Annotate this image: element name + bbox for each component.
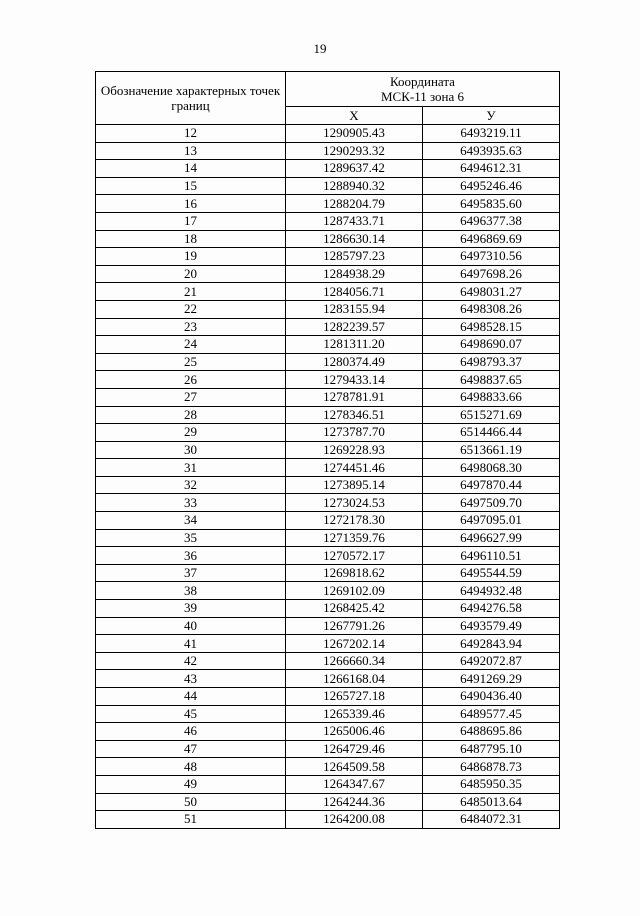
y-coordinate-cell: 6498793.37 [423, 353, 560, 371]
y-coordinate-cell: 6485950.35 [423, 775, 560, 793]
point-id-cell: 35 [96, 529, 286, 547]
point-id-cell: 29 [96, 424, 286, 442]
point-id-cell: 49 [96, 775, 286, 793]
y-coordinate-cell: 6515271.69 [423, 406, 560, 424]
point-id-cell: 24 [96, 336, 286, 354]
y-coordinate-cell: 6497870.44 [423, 476, 560, 494]
table-row [96, 441, 560, 459]
table-row [96, 265, 560, 283]
table-row [96, 723, 560, 741]
table-row [96, 300, 560, 318]
point-id-cell: 28 [96, 406, 286, 424]
y-coordinate-cell: 6491269.29 [423, 670, 560, 688]
y-coordinate-cell: 6493579.49 [423, 617, 560, 635]
x-coordinate-cell: 1273024.53 [286, 494, 423, 512]
x-coordinate-cell: 1269102.09 [286, 582, 423, 600]
x-coordinate-cell: 1265339.46 [286, 705, 423, 723]
point-id-cell: 14 [96, 160, 286, 178]
y-coordinate-cell: 6489577.45 [423, 705, 560, 723]
point-id-cell: 30 [96, 441, 286, 459]
table-row [96, 283, 560, 301]
y-coordinate-cell: 6492843.94 [423, 635, 560, 653]
header-coordinate-title: Координата [390, 74, 455, 90]
x-coordinate-cell: 1267791.26 [286, 617, 423, 635]
y-coordinate-cell: 6495835.60 [423, 195, 560, 213]
coordinates-table [95, 71, 560, 829]
x-coordinate-cell: 1273895.14 [286, 476, 423, 494]
point-id-cell: 21 [96, 283, 286, 301]
table-row [96, 494, 560, 512]
x-coordinate-cell: 1279433.14 [286, 371, 423, 389]
y-coordinate-cell: 6486878.73 [423, 758, 560, 776]
point-id-cell: 41 [96, 635, 286, 653]
header-y: У [423, 107, 560, 125]
x-coordinate-cell: 1265006.46 [286, 723, 423, 741]
x-coordinate-cell: 1290293.32 [286, 142, 423, 160]
y-coordinate-cell: 6495544.59 [423, 564, 560, 582]
y-coordinate-cell: 6498068.30 [423, 459, 560, 477]
x-coordinate-cell: 1282239.57 [286, 318, 423, 336]
table-row [96, 582, 560, 600]
header-x: X [286, 107, 423, 125]
point-id-cell: 16 [96, 195, 286, 213]
table-row [96, 688, 560, 706]
table-row [96, 353, 560, 371]
x-coordinate-cell: 1269818.62 [286, 564, 423, 582]
table-row [96, 670, 560, 688]
point-id-cell: 37 [96, 564, 286, 582]
y-coordinate-cell: 6498690.07 [423, 336, 560, 354]
point-id-cell: 27 [96, 388, 286, 406]
table-row [96, 476, 560, 494]
x-coordinate-cell: 1266660.34 [286, 652, 423, 670]
point-id-cell: 38 [96, 582, 286, 600]
y-coordinate-cell: 6488695.86 [423, 723, 560, 741]
table-row [96, 318, 560, 336]
y-coordinate-cell: 6490436.40 [423, 688, 560, 706]
table-row [96, 775, 560, 793]
table-row [96, 195, 560, 213]
table-row [96, 529, 560, 547]
point-id-cell: 18 [96, 230, 286, 248]
x-coordinate-cell: 1289637.42 [286, 160, 423, 178]
header-points: Обозначение характерных точек границ [96, 72, 286, 125]
point-id-cell: 48 [96, 758, 286, 776]
table-row [96, 459, 560, 477]
table-body [96, 125, 560, 829]
y-coordinate-cell: 6497698.26 [423, 265, 560, 283]
point-id-cell: 39 [96, 600, 286, 618]
y-coordinate-cell: 6497310.56 [423, 248, 560, 266]
point-id-cell: 31 [96, 459, 286, 477]
x-coordinate-cell: 1278346.51 [286, 406, 423, 424]
point-id-cell: 34 [96, 512, 286, 530]
y-coordinate-cell: 6484072.31 [423, 811, 560, 829]
point-id-cell: 15 [96, 177, 286, 195]
table-row [96, 512, 560, 530]
point-id-cell: 25 [96, 353, 286, 371]
table-row [96, 547, 560, 565]
table-row [96, 811, 560, 829]
x-coordinate-cell: 1284938.29 [286, 265, 423, 283]
y-coordinate-cell: 6493935.63 [423, 142, 560, 160]
point-id-cell: 36 [96, 547, 286, 565]
y-coordinate-cell: 6513661.19 [423, 441, 560, 459]
x-coordinate-cell: 1266168.04 [286, 670, 423, 688]
x-coordinate-cell: 1265727.18 [286, 688, 423, 706]
page-number: 19 [313, 41, 327, 56]
y-coordinate-cell: 6514466.44 [423, 424, 560, 442]
table-row [96, 160, 560, 178]
x-coordinate-cell: 1278781.91 [286, 388, 423, 406]
header-coordinate-system: МСК-11 зона 6 [380, 89, 465, 105]
point-id-cell: 51 [96, 811, 286, 829]
table-row [96, 125, 560, 143]
point-id-cell: 43 [96, 670, 286, 688]
y-coordinate-cell: 6498031.27 [423, 283, 560, 301]
table-row [96, 177, 560, 195]
y-coordinate-cell: 6496377.38 [423, 212, 560, 230]
point-id-cell: 45 [96, 705, 286, 723]
point-id-cell: 23 [96, 318, 286, 336]
x-coordinate-cell: 1280374.49 [286, 353, 423, 371]
y-coordinate-cell: 6497095.01 [423, 512, 560, 530]
point-id-cell: 17 [96, 212, 286, 230]
table-row [96, 388, 560, 406]
point-id-cell: 19 [96, 248, 286, 266]
table-row [96, 406, 560, 424]
table-row [96, 142, 560, 160]
y-coordinate-cell: 6496869.69 [423, 230, 560, 248]
x-coordinate-cell: 1270572.17 [286, 547, 423, 565]
x-coordinate-cell: 1271359.76 [286, 529, 423, 547]
y-coordinate-cell: 6497509.70 [423, 494, 560, 512]
point-id-cell: 12 [96, 125, 286, 143]
table-row [96, 230, 560, 248]
x-coordinate-cell: 1287433.71 [286, 212, 423, 230]
y-coordinate-cell: 6498308.26 [423, 300, 560, 318]
table-row [96, 371, 560, 389]
point-id-cell: 44 [96, 688, 286, 706]
table-row [96, 424, 560, 442]
x-coordinate-cell: 1272178.30 [286, 512, 423, 530]
point-id-cell: 40 [96, 617, 286, 635]
point-id-cell: 32 [96, 476, 286, 494]
x-coordinate-cell: 1290905.43 [286, 125, 423, 143]
x-coordinate-cell: 1264729.46 [286, 740, 423, 758]
table-row [96, 652, 560, 670]
x-coordinate-cell: 1267202.14 [286, 635, 423, 653]
point-id-cell: 50 [96, 793, 286, 811]
point-id-cell: 26 [96, 371, 286, 389]
x-coordinate-cell: 1288204.79 [286, 195, 423, 213]
y-coordinate-cell: 6494276.58 [423, 600, 560, 618]
y-coordinate-cell: 6493219.11 [423, 125, 560, 143]
x-coordinate-cell: 1264509.58 [286, 758, 423, 776]
point-id-cell: 33 [96, 494, 286, 512]
table-row [96, 564, 560, 582]
point-id-cell: 22 [96, 300, 286, 318]
x-coordinate-cell: 1286630.14 [286, 230, 423, 248]
table-row [96, 336, 560, 354]
x-coordinate-cell: 1264347.67 [286, 775, 423, 793]
y-coordinate-cell: 6485013.64 [423, 793, 560, 811]
header-coordinate [286, 72, 560, 107]
table-row [96, 793, 560, 811]
x-coordinate-cell: 1264244.36 [286, 793, 423, 811]
table-row [96, 758, 560, 776]
x-coordinate-cell: 1274451.46 [286, 459, 423, 477]
point-id-cell: 42 [96, 652, 286, 670]
x-coordinate-cell: 1283155.94 [286, 300, 423, 318]
y-coordinate-cell: 6494612.31 [423, 160, 560, 178]
table-row [96, 212, 560, 230]
point-id-cell: 20 [96, 265, 286, 283]
x-coordinate-cell: 1281311.20 [286, 336, 423, 354]
y-coordinate-cell: 6492072.87 [423, 652, 560, 670]
table-row [96, 617, 560, 635]
y-coordinate-cell: 6487795.10 [423, 740, 560, 758]
y-coordinate-cell: 6494932.48 [423, 582, 560, 600]
y-coordinate-cell: 6495246.46 [423, 177, 560, 195]
y-coordinate-cell: 6496627.99 [423, 529, 560, 547]
y-coordinate-cell: 6496110.51 [423, 547, 560, 565]
x-coordinate-cell: 1268425.42 [286, 600, 423, 618]
table-row [96, 705, 560, 723]
table-row [96, 600, 560, 618]
y-coordinate-cell: 6498837.65 [423, 371, 560, 389]
x-coordinate-cell: 1269228.93 [286, 441, 423, 459]
table-row [96, 248, 560, 266]
x-coordinate-cell: 1284056.71 [286, 283, 423, 301]
y-coordinate-cell: 6498528.15 [423, 318, 560, 336]
table-row [96, 635, 560, 653]
x-coordinate-cell: 1288940.32 [286, 177, 423, 195]
x-coordinate-cell: 1273787.70 [286, 424, 423, 442]
point-id-cell: 13 [96, 142, 286, 160]
point-id-cell: 47 [96, 740, 286, 758]
x-coordinate-cell: 1285797.23 [286, 248, 423, 266]
point-id-cell: 46 [96, 723, 286, 741]
y-coordinate-cell: 6498833.66 [423, 388, 560, 406]
table-row [96, 740, 560, 758]
x-coordinate-cell: 1264200.08 [286, 811, 423, 829]
